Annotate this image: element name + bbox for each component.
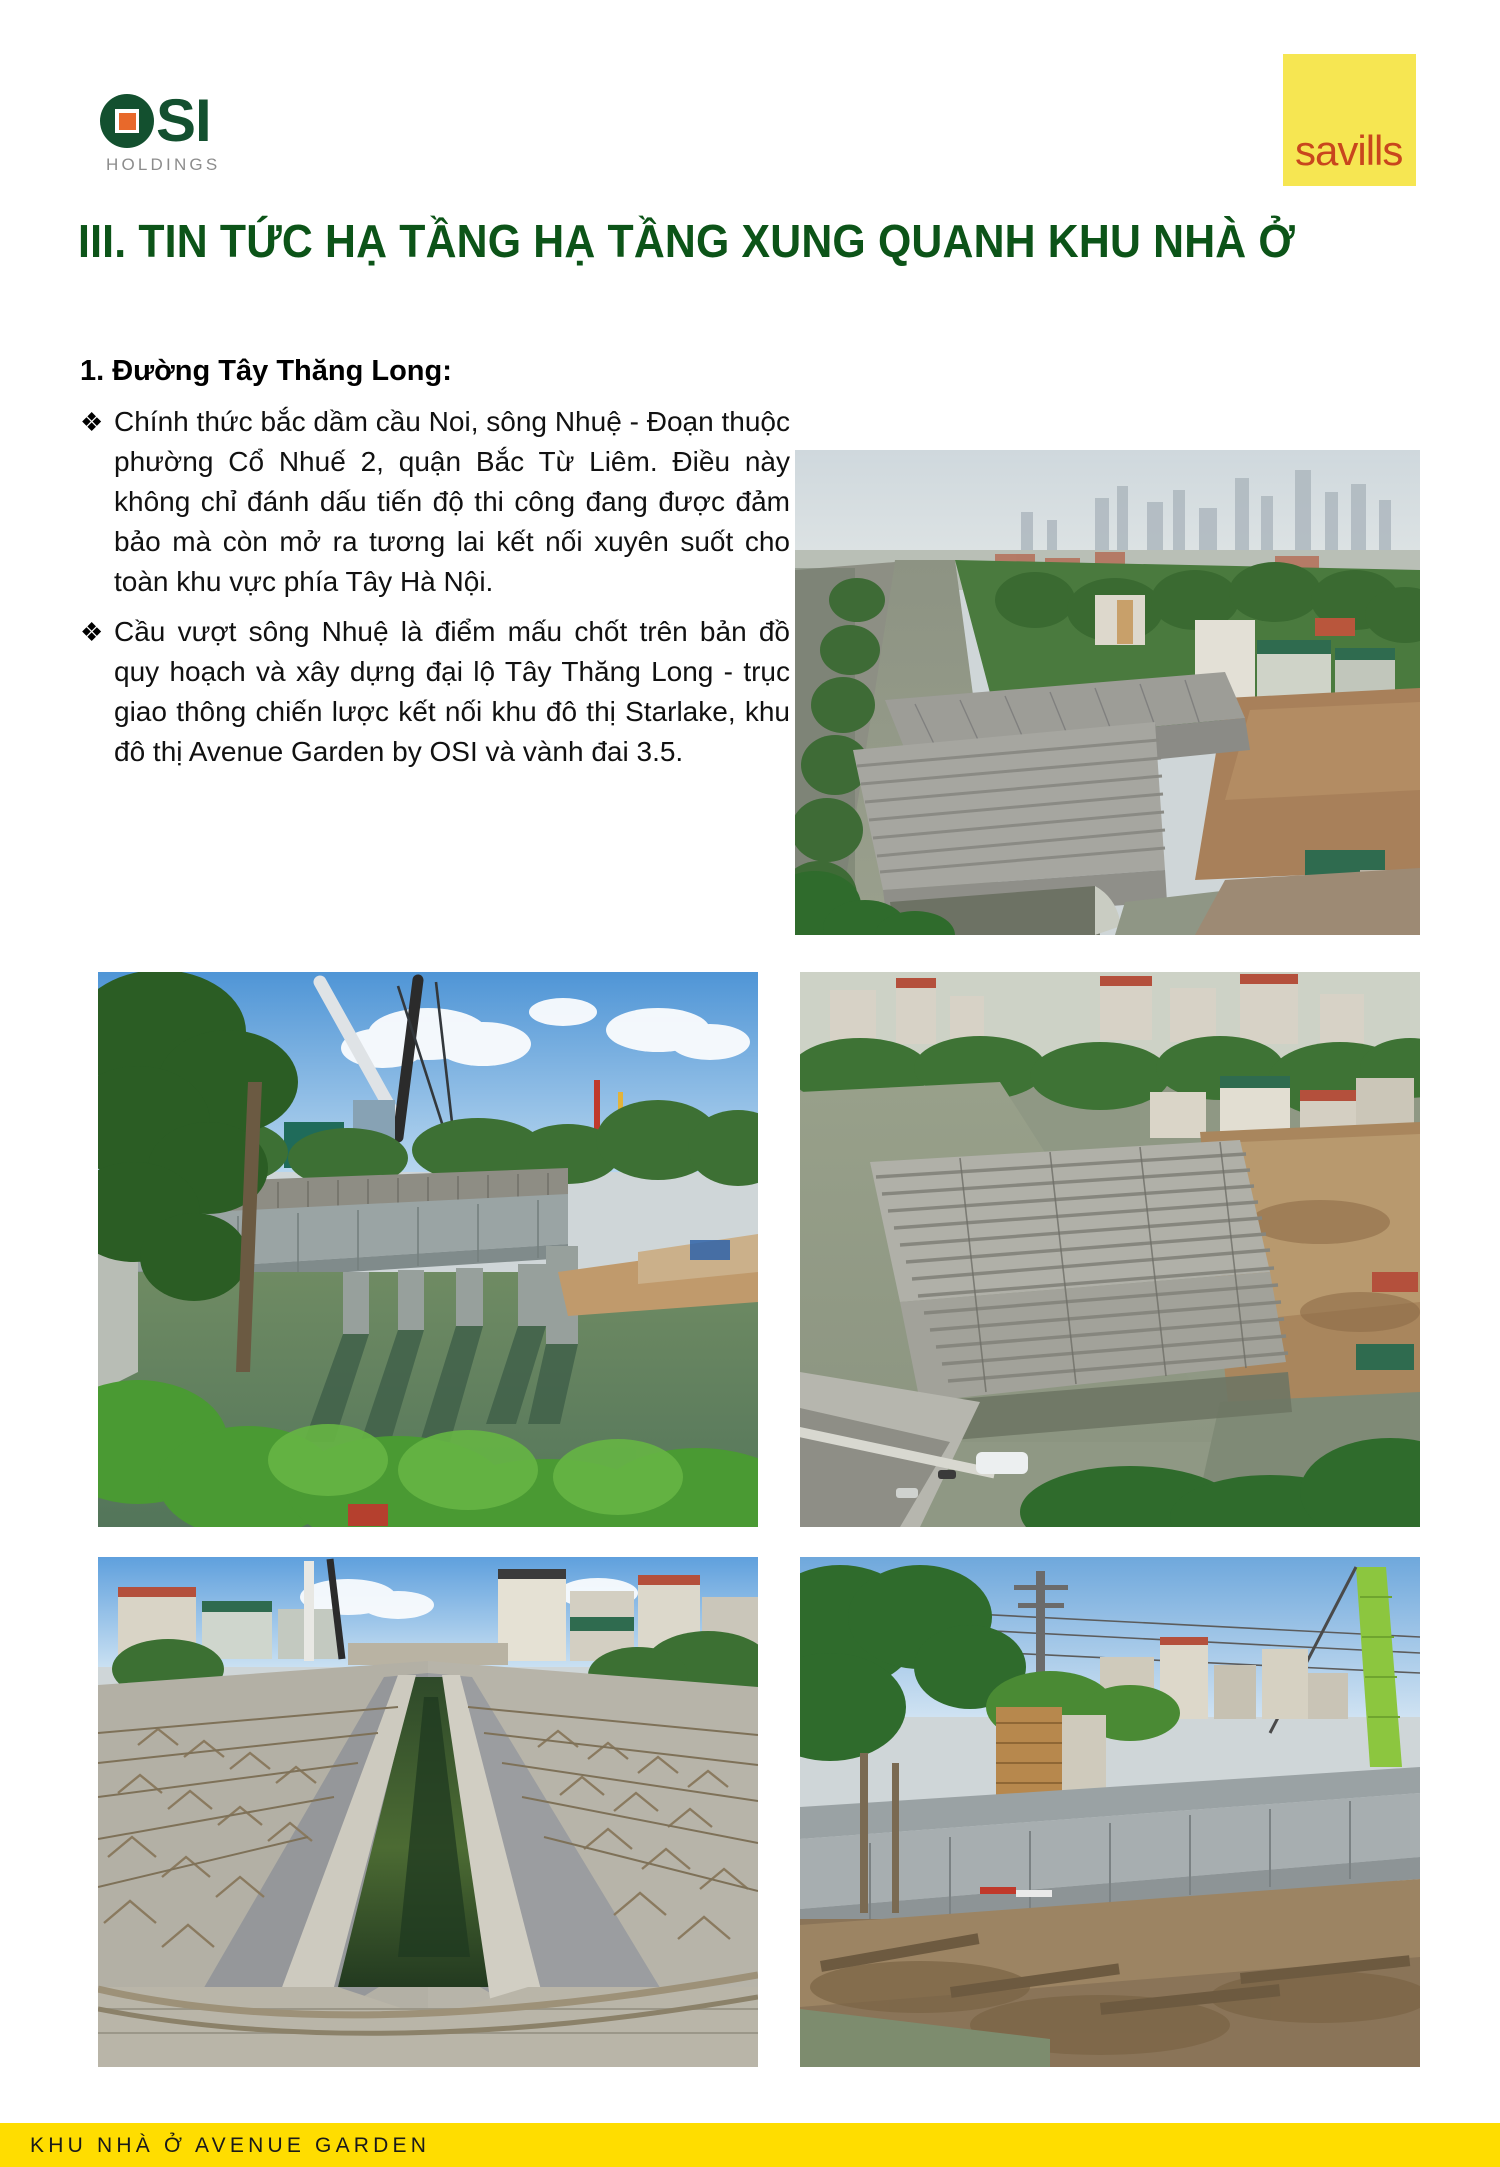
- bullet-item: [80, 402, 790, 602]
- savills-logo: [1283, 54, 1416, 186]
- photo-bridge-aerial-nhue-river: [795, 450, 1420, 935]
- diamond-bullet-icon: ❖: [80, 407, 104, 437]
- osi-holdings-subtitle: HOLDINGS: [106, 155, 221, 174]
- page-title: III. TIN TỨC HẠ TẦNG HẠ TẦNG XUNG QUANH KHU NHÀ Ở: [78, 215, 1296, 267]
- photo-bridge-pier-crane-green: [800, 1557, 1420, 2067]
- footer-bar: [0, 2123, 1500, 2167]
- osi-orange-square-icon: [119, 113, 136, 130]
- sub-heading: 1. Đường Tây Thăng Long:: [80, 355, 452, 387]
- osi-circle-icon: [100, 94, 154, 148]
- osi-logomark: [100, 87, 330, 154]
- text-column: [80, 355, 790, 782]
- footer-text: KHU NHÀ Ở AVENUE GARDEN: [30, 2134, 431, 2157]
- bullet-text: Cầu vượt sông Nhuệ là điểm mấu chốt trên bản đồ quy hoạch và xây dựng đại lộ Tây Thăng Long - trục giao thông chiến lược kết nối khu đô thị Starlake, khu đô thị Avenue Garden by OSI và vành đai 3.5.: [114, 616, 790, 767]
- osi-wordmark-letters: SI: [156, 87, 211, 154]
- photo-girder-trench-rebar: [98, 1557, 758, 2067]
- photo-bridge-crane-girder-launch: [98, 972, 758, 1527]
- bullet-text: Chính thức bắc dầm cầu Noi, sông Nhuệ - Đoạn thuộc phường Cổ Nhuế 2, quận Bắc Từ Liêm. Điều này không chỉ đánh dấu tiến độ thi công đang được đảm bảo mà còn mở ra tương lai kết nối xuyên suốt cho toàn khu vực phía Tây Hà Nội.: [114, 406, 790, 597]
- osi-holdings-logo: [100, 87, 330, 180]
- bullet-item: [80, 612, 790, 772]
- savills-wordmark: savills: [1295, 127, 1403, 174]
- diamond-bullet-icon: ❖: [80, 617, 104, 647]
- osi-square-outline-icon: [115, 109, 139, 133]
- photo-bridge-girder-rows-aerial: [800, 972, 1420, 1527]
